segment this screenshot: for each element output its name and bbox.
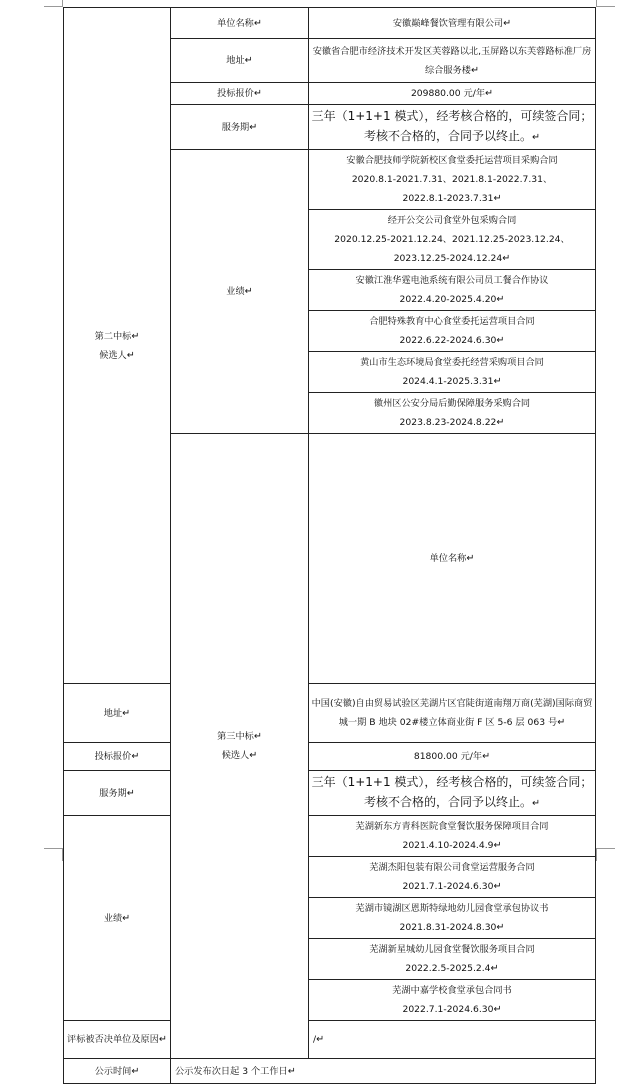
candidate-2-label: 第二中标↵ 候选人↵ (64, 8, 171, 684)
bid-price-label: 投标报价↵ (171, 83, 309, 105)
performance-item: 芜湖中嘉学校食堂承包合同书 2022.7.1-2024.6.30↵ (309, 980, 596, 1021)
unit-name-label: 单位名称↵ (309, 434, 596, 684)
candidate-table (63, 7, 596, 1084)
bid-price-label: 投标报价↵ (64, 743, 171, 771)
review-value: /↵ (309, 1021, 596, 1059)
address-label: 地址↵ (171, 39, 309, 83)
performance-item: 芜湖市镜湖区恩斯特绿地幼儿园食堂承包协议书 2021.8.31-2024.8.30↵ (309, 898, 596, 939)
bid-price-value: 209880.00 元/年↵ (309, 83, 596, 105)
service-period-label: 服务期↵ (171, 105, 309, 150)
address-value: 中国(安徽)自由贸易试验区芜湖片区官陡街道南翔万商(芜湖)国际商贸城一期 B 地块 02#楼立体商业街 F 区 5-6 层 063 号↵ (309, 684, 596, 743)
performance-item: 合肥特殊教育中心食堂委托运营项目合同 2022.6.22-2024.6.30↵ (309, 311, 596, 352)
address-value: 安徽省合肥市经济技术开发区芙蓉路以北,玉屏路以东芙蓉路标准厂房综合服务楼↵ (309, 39, 596, 83)
performance-label: 业绩↵ (64, 816, 171, 1021)
crop-mark-bottom-left (44, 848, 63, 861)
service-period-value: 三年（1+1+1 模式），经考核合格的，可续签合同； 考核不合格的，合同予以终止。↵ (309, 771, 596, 816)
notice-time-label: 公示时间↵ (64, 1059, 171, 1084)
crop-mark-top-right (596, 0, 615, 7)
performance-label: 业绩↵ (171, 150, 309, 434)
performance-item: 黄山市生态环境局食堂委托经营采购项目合同 2024.4.1-2025.3.31↵ (309, 352, 596, 393)
candidate-3-label: 第三中标↵ 候选人↵ (171, 434, 309, 1059)
crop-mark-bottom-right (596, 848, 615, 861)
performance-item: 经开公交公司食堂外包采购合同 2020.12.25-2021.12.24、2021.12.25-2023.12.24、 2023.12.25-2024.12.24↵ (309, 210, 596, 270)
performance-item: 芜湖杰阳包装有限公司食堂运营服务合同 2021.7.1-2024.6.30↵ (309, 857, 596, 898)
performance-item: 安徽江淮华霆电池系统有限公司员工餐合作协议 2022.4.20-2025.4.20↵ (309, 270, 596, 311)
unit-name-label: 单位名称↵ (171, 8, 309, 39)
review-label: 评标被否决单位及原因↵ (64, 1021, 171, 1059)
crop-mark-top-left (44, 0, 63, 7)
performance-item: 徽州区公安分局后勤保障服务采购合同 2023.8.23-2024.8.22↵ (309, 393, 596, 434)
performance-item: 芜湖新东方青科医院食堂餐饮服务保障项目合同 2021.4.10-2024.4.9↵ (309, 816, 596, 857)
service-period-value: 三年（1+1+1 模式），经考核合格的，可续签合同； 考核不合格的，合同予以终止。↵ (309, 105, 596, 150)
performance-item: 芜湖新星城幼儿园食堂餐饮服务项目合同 2022.2.5-2025.2.4↵ (309, 939, 596, 980)
address-label: 地址↵ (64, 684, 171, 743)
service-period-label: 服务期↵ (64, 771, 171, 816)
bid-price-value: 81800.00 元/年↵ (309, 743, 596, 771)
performance-item: 安徽合肥技师学院新校区食堂委托运营项目采购合同 2020.8.1-2021.7.31、2021.8.1-2022.7.31、 2022.8.1-2023.7.31↵ (309, 150, 596, 210)
notice-time-value: 公示发布次日起 3 个工作日↵ (171, 1059, 596, 1084)
unit-name-value: 安徽巅峰餐饮管理有限公司↵ (309, 8, 596, 39)
